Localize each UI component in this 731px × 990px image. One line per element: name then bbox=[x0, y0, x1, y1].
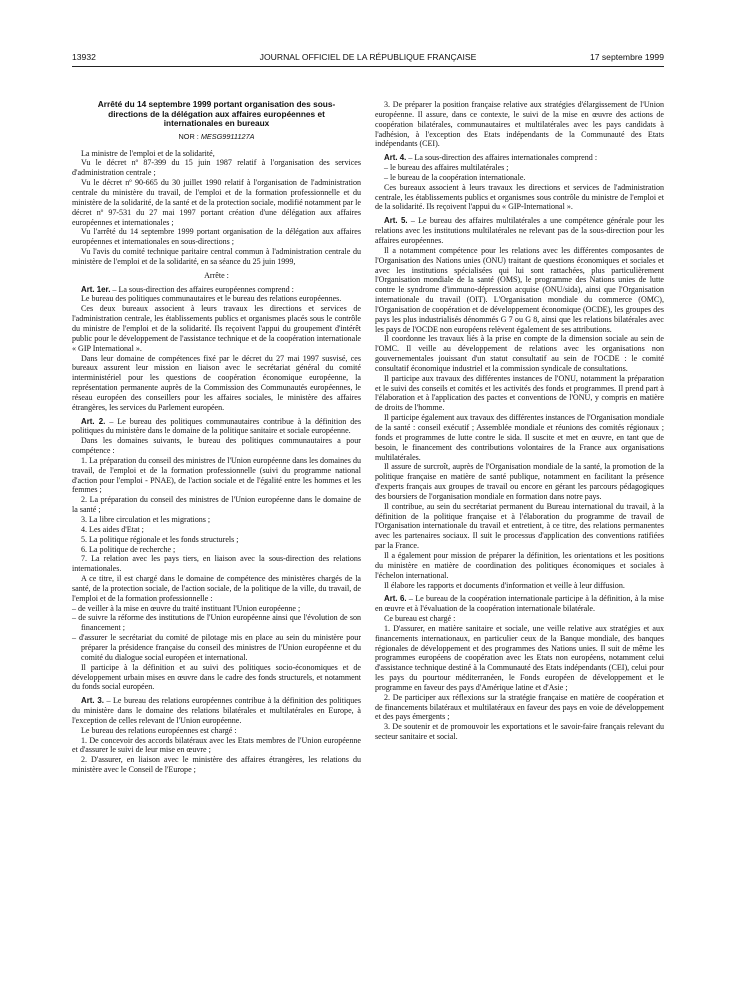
paragraph-text: Il assure de surcroît, auprès de l'Organisation mondiale de la santé, la promotion de la politique française en matière de santé publique, notamment en facilitant la présence d'experts français aux groupes de travail ou encore en gérant les parcours pédagogiques des boursiers de l'organisation mondiale en formation dans notre pays. bbox=[375, 462, 664, 501]
header-rule bbox=[72, 66, 664, 67]
page-header bbox=[72, 52, 664, 66]
paragraph-text: – Le bureau des politiques communautaires contribue à la définition des politiques du ministère dans le domaine de la politique sanitaire et sociale européenne. bbox=[72, 416, 361, 436]
article-paragraph bbox=[375, 216, 664, 246]
paragraph-text: 1. La préparation du conseil des ministres de l'Union européenne dans les domaines du travail, de l'emploi et de la formation professionnelle (suivi du programme national d'action pour l'emploi - PNAE), de l'action sociale et de l'égalité entre les hommes et les femmes ; bbox=[72, 455, 361, 495]
paragraph bbox=[375, 374, 664, 413]
paragraph-text: Il élabore les rapports et documents d'information et veille à leur diffusion. bbox=[384, 580, 625, 590]
paragraph bbox=[375, 581, 664, 591]
article-number: Art. 3. bbox=[81, 696, 104, 706]
paragraph-text: La ministre de l'emploi et de la solidarité, bbox=[81, 148, 215, 158]
paragraph-text: 1. De concevoir des accords bilatéraux avec les Etats membres de l'Union européenne et d'assurer le suivi de leur mise en œuvre ; bbox=[72, 735, 361, 755]
paragraph bbox=[375, 614, 664, 624]
paragraph bbox=[72, 436, 361, 456]
paragraph bbox=[375, 462, 664, 501]
paragraph bbox=[72, 247, 361, 267]
paragraph bbox=[375, 173, 664, 183]
paragraph-text: – La sous-direction des affaires européennes comprend : bbox=[110, 284, 294, 294]
paragraph-text: Dans leur domaine de compétences fixé par le décret du 27 mai 1997 susvisé, ces bureaux assurent leur mission en liaison avec le secrétariat général du comité interministériel pour les questions de coopération économique européenne, la représentation permanente auprès de la Commission des Communautés européennes, le réseau européen des conseillers pour les affaires sociales, le ministère des affaires étrangères, les services du Parlement européen. bbox=[72, 353, 361, 412]
paragraph-text: – Le bureau des relations européennes contribue à la définition des politiques du ministère dans le domaine des relations bilatérales et multilatérales en Europe, à l'exception de celles relevant de l'Union européenne. bbox=[72, 696, 361, 725]
article-number: Art. 4. bbox=[384, 153, 407, 163]
paragraph bbox=[375, 246, 664, 335]
paragraph bbox=[72, 604, 361, 614]
paragraph-text: – de veiller à la mise en œuvre du traité instituant l'Union européenne ; bbox=[72, 603, 301, 613]
paragraph bbox=[72, 574, 361, 604]
paragraph-text: Le bureau des politiques communautaires et le bureau des relations européennes. bbox=[81, 294, 342, 304]
paragraph bbox=[72, 158, 361, 178]
paragraph-text: Vu l'avis du comité technique paritaire central commun à l'administration centrale du ministère de l'emploi et de la solidarité, en sa séance du 25 juin 1999, bbox=[72, 247, 361, 266]
paragraph-text: Ce bureau est chargé : bbox=[384, 614, 456, 624]
paragraph bbox=[375, 100, 664, 149]
paragraph-text: Il participe à la définition et au suivi des politiques socio-économiques et de développement urbain mises en œuvre dans le cadre des fonds structurels, et notamment du fonds social européen. bbox=[72, 662, 361, 692]
paragraph bbox=[375, 551, 664, 581]
paragraph bbox=[72, 755, 361, 775]
paragraph-text: 3. La libre circulation et les migrations ; bbox=[81, 515, 211, 524]
paragraph-text: 5. La politique régionale et les fonds structurels ; bbox=[81, 534, 239, 544]
paragraph-text: Il participe aux travaux des différentes instances de l'ONU, notamment la préparation et le suivi des conseils et comités et les activités des fonds et programmes. Il prend part à l'élaboration et à l'application des pactes et conventions de l'ONU, y compris en matière de droits de l'homme. bbox=[375, 373, 664, 413]
right-column-body bbox=[375, 100, 664, 742]
paragraph-text: – le bureau des affaires multilatérales ; bbox=[384, 163, 509, 173]
paragraph bbox=[72, 515, 361, 525]
paragraph-text: Dans les domaines suivants, le bureau des politiques communautaires a pour compétence : bbox=[72, 436, 361, 456]
nor-line bbox=[72, 132, 361, 142]
paragraph-text: 3. De soutenir et de promouvoir les exportations et le savoir-faire français relevant du secteur sanitaire et social. bbox=[375, 722, 664, 742]
paragraph bbox=[375, 413, 664, 462]
paragraph-text: Vu l'arrêté du 14 septembre 1999 portant organisation de la délégation aux affaires européennes et internationales en sous-directions ; bbox=[72, 227, 361, 247]
paragraph-text: 7. La relation avec les pays tiers, en liaison avec la sous-direction des relations internationales. bbox=[72, 554, 361, 574]
paragraph-text: Le bureau des relations européennes est chargé : bbox=[81, 725, 237, 735]
paragraph bbox=[72, 633, 361, 663]
paragraph bbox=[72, 663, 361, 693]
paragraph bbox=[72, 178, 361, 227]
paragraph bbox=[72, 554, 361, 574]
paragraph-text: Ces deux bureaux associent à leurs travaux les directions et services de l'administration centrale, les établissements publics et organismes placés sous le contrôle du ministre de l'emploi et de la solidarité. Ils reçoivent l'appui du groupement d'intérêt public pour le développement de l'assistance technique et de la coopération internationale « GIP International ». bbox=[72, 304, 361, 353]
paragraph-text: Il a également pour mission de préparer la définition, les orientations et les positions du ministère en matière de coordination des politiques économiques et sociales à l'échelon international. bbox=[375, 550, 664, 580]
paragraph bbox=[375, 624, 664, 693]
paragraph bbox=[72, 613, 361, 633]
paragraph-text: 4. Les aides d'Etat ; bbox=[81, 524, 144, 534]
article-number: Art. 5. bbox=[384, 216, 408, 226]
left-column-body bbox=[72, 149, 361, 775]
page-number: 13932 bbox=[72, 52, 96, 62]
article-number: Art. 2. bbox=[81, 416, 106, 426]
paragraph-text: 3. De préparer la position française relative aux stratégies d'élargissement de l'Union européenne. Il assure, dans ce contexte, le suivi de la mise en œuvre des actions de coopération bilatérales, communautaires et multilatérales avec les pays candidats à l'adhésion, à l'exception des Etats indépendants de la Communauté des Etats indépendants (CEI). bbox=[375, 100, 664, 149]
article-paragraph bbox=[72, 285, 361, 295]
paragraph bbox=[72, 354, 361, 413]
paragraph bbox=[72, 535, 361, 545]
paragraph-text: 2. D'assurer, en liaison avec le ministère des affaires étrangères, les relations du ministère avec le Conseil de l'Europe ; bbox=[72, 755, 361, 775]
paragraph bbox=[375, 693, 664, 723]
paragraph-text: – d'assurer le secrétariat du comité de pilotage mis en place au sein du ministère pour préparer la présidence française du conseil des ministres de l'Union européenne et du comité du dialogue social européen et international. bbox=[72, 633, 361, 662]
paragraph-text: – La sous-direction des affaires internationales comprend : bbox=[406, 153, 598, 163]
article-paragraph bbox=[375, 594, 664, 614]
paragraph-text: Il participe également aux travaux des différentes instances de l'Organisation mondiale de la santé : conseil exécutif ; Assemblée mondiale et réunions des comités régionaux ; fonds et programmes de lutte contre le sida. Il suscite et met en œuvre, en tant que de besoin, le financement des contributions volontaires de la France aux organisations multilatérales. bbox=[375, 413, 664, 462]
nor-label: NOR : bbox=[178, 131, 199, 141]
paragraph bbox=[72, 545, 361, 555]
paragraph-text: 2. De participer aux réflexions sur la stratégie française en matière de coopération et de financements bilatéraux et multilatéraux en faveur des pays en voie de développement et des pays émergents ; bbox=[375, 692, 664, 722]
article-paragraph bbox=[72, 696, 361, 726]
paragraph bbox=[72, 271, 361, 281]
paragraph bbox=[375, 334, 664, 373]
paragraph-text: 2. La préparation du conseil des ministres de l'Union européenne dans le domaine de la santé ; bbox=[72, 495, 361, 515]
issue-date: 17 septembre 1999 bbox=[589, 52, 664, 62]
paragraph-text: Vu le décret nº 90-665 du 30 juillet 1990 relatif à l'organisation de l'administration centrale du ministère du travail, de l'emploi et de la formation professionnelle et du ministère de la solidarité, de la santé et de la protection sociale, modifié notamment par le décret nº 97-531 du 27 mai 1997 portant création d'une délégation aux affaires européennes et internationales ; bbox=[72, 178, 361, 227]
paragraph-text: Ces bureaux associent à leurs travaux les directions et services de l'administration centrale, les établissements publics et organismes sous contrôle du ministre de l'emploi et de la solidarité. Ils reçoivent l'appui du « GIP-International ». bbox=[375, 182, 664, 212]
paragraph-text: Il a notamment compétence pour les relations avec les différentes composantes de l'Organisation des Nations unies (ONU) traitant de questions économiques et sociales et avec les institutions spécialisées qui lui sont rattachées, plus particulièrement l'Organisation mondiale de la santé (OMS), le programme des Nations unies de lutte contre le syndrome d'immuno-dépression acquise (ONU/sida), ainsi que l'Organisation internationale du travail (OIT). L'Organisation mondiale du commerce (OMC), l'Organisation de coopération et de développement économique (OCDE), les groupes des pays les plus industrialisés dénommés G 7 ou G 8, ainsi que les relations bilatérales avec les pays de l'OCDE non européens relèvent également de ses attributions. bbox=[375, 245, 664, 334]
paragraph bbox=[72, 525, 361, 535]
paragraph-text: 6. La politique de recherche ; bbox=[81, 544, 176, 554]
paragraph-text: Il coordonne les travaux liés à la prise en compte de la dimension sociale au sein de l'OMC. Il veille au développement de relations avec les organisations non gouvernementales jouissant d'un statut consultatif au sein de l'OCDE : le comité consultatif économique industriel et la commission syndicale de consultations. bbox=[375, 334, 664, 373]
journal-title: JOURNAL OFFICIEL DE LA RÉPUBLIQUE FRANÇAISE bbox=[259, 52, 477, 62]
paragraph bbox=[72, 456, 361, 495]
paragraph bbox=[72, 294, 361, 304]
paragraph bbox=[72, 736, 361, 756]
left-column bbox=[72, 100, 361, 775]
paragraph-text: – Le bureau de la coopération internationale participe à la définition, à la mise en œuvre et à l'évaluation de la coopération internationale bilatérale. bbox=[375, 594, 664, 614]
paragraph-text: 1. D'assurer, en matière sanitaire et sociale, une veille relative aux stratégies et aux financements internationaux, en particulier ceux de la Banque mondiale, des banques régionales de développement et des programmes des Nations unies. Il suit de même les programmes européens de coopération avec les Etats non européens, notamment celui d'assistance technique destiné à la Communauté des Etats indépendants (CEI), celui pour les pays du pourtour méditerranéen, le Fonds européen de développement et le programme en faveur des pays d'Amérique latine et d'Asie ; bbox=[375, 623, 664, 692]
paragraph-text: A ce titre, il est chargé dans le domaine de compétence des ministères chargés de la santé, de la protection sociale, de l'action sociale, de la politique de la ville, du travail, de l'emploi et de la formation professionnelle : bbox=[72, 574, 361, 603]
paragraph-text: Arrête : bbox=[204, 270, 229, 280]
paragraph bbox=[375, 163, 664, 173]
paragraph bbox=[72, 227, 361, 247]
paragraph bbox=[375, 502, 664, 551]
paragraph-text: – de suivre la réforme des institutions de l'Union européenne ainsi que l'évolution de son financement ; bbox=[72, 613, 361, 633]
paragraph bbox=[72, 726, 361, 736]
paragraph-text: – le bureau de la coopération internationale. bbox=[384, 172, 526, 182]
paragraph bbox=[72, 495, 361, 515]
paragraph bbox=[72, 304, 361, 353]
paragraph bbox=[72, 149, 361, 159]
article-number: Art. 6. bbox=[384, 594, 407, 604]
paragraph-text: Il contribue, au sein du secrétariat permanent du Bureau international du travail, à la définition de la politique française et à l'élaboration du programme de travail de l'Organisation internationale du travail et entretient, à ce titre, des relations permanentes avec les partenaires sociaux. Il suit le processus d'application des conventions ratifiées par la France. bbox=[375, 501, 664, 551]
right-column bbox=[375, 100, 664, 742]
article-paragraph bbox=[375, 153, 664, 163]
paragraph bbox=[375, 183, 664, 213]
nor-code: MESG9911127A bbox=[200, 131, 255, 141]
paragraph-text: Vu le décret nº 87-399 du 15 juin 1987 relatif à l'organisation des services d'administration centrale ; bbox=[72, 158, 361, 178]
paragraph bbox=[375, 722, 664, 742]
decree-title: Arrêté du 14 septembre 1999 portant organisation des sous-directions de la délégation aux affaires européennes et internationales en bureaux bbox=[97, 99, 336, 129]
paragraph-text: – Le bureau des affaires multilatérales a une compétence générale pour les relations avec les institutions multilatérales ne relevant pas de la sous-direction pour les affaires européennes. bbox=[375, 216, 664, 245]
article-paragraph bbox=[72, 417, 361, 437]
article-number: Art. 1er. bbox=[81, 284, 111, 294]
